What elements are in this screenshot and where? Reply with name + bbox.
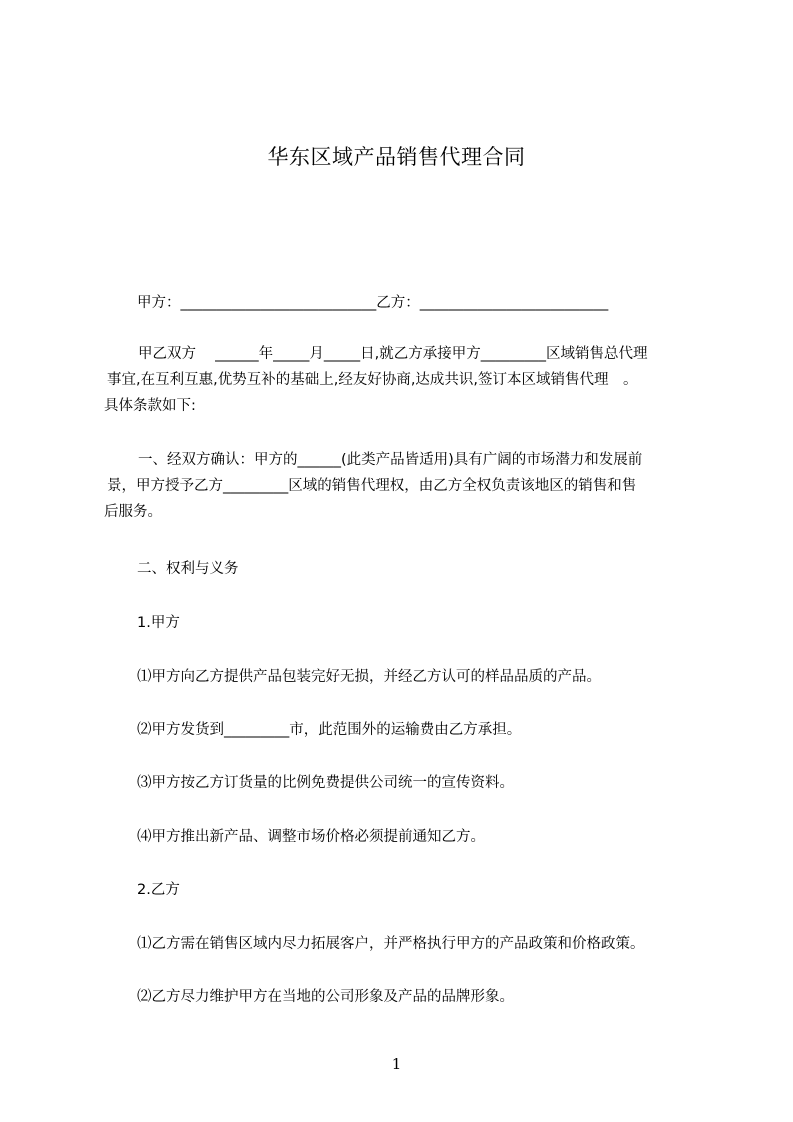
intro-line-2: 事宜,在互利互惠,优势互补的基础上,经友好协商,达成共识,签订本区域销售代理 。 — [107, 372, 638, 388]
parties-line: 甲方：___________________________乙方：__________________________ — [137, 295, 609, 311]
clause-1-line-1: 一、经双方确认：甲方的______(此类产品皆适用)具有广阔的市场潜力和发展前 — [138, 452, 643, 468]
clause-2-heading: 二、权利与义务 — [137, 561, 239, 577]
intro-line-3: 具体条款如下: — [104, 398, 196, 414]
party-b-heading: 2.乙方 — [137, 882, 180, 898]
page-number: 1 — [391, 1055, 402, 1073]
clause-1-paragraph — [104, 447, 704, 525]
clause-1-line-2: 景，甲方授予乙方_________区域的销售代理权，由乙方全权负责该地区的销售和售 — [107, 478, 637, 494]
clause-1-line-3: 后服务。 — [104, 504, 162, 520]
party-a-item: ⑶甲方按乙方订货量的比例免费提供公司统一的宣传资料。 — [137, 775, 514, 791]
party-a-item: ⑷甲方推出新产品、调整市场价格必须提前通知乙方。 — [137, 829, 485, 845]
document-title: 华东区域产品销售代理合同 — [267, 145, 526, 169]
party-b-item: ⑵乙方尽力维护甲方在当地的公司形象及产品的品牌形象。 — [137, 989, 514, 1005]
intro-paragraph — [104, 341, 704, 419]
party-a-item: ⑵甲方发货到_________市，此范围外的运输费由乙方承担。 — [137, 722, 522, 738]
intro-line-1: 甲乙双方 ______年_____月_____日,就乙方承接甲方_________区域销售总代理 — [138, 346, 648, 362]
party-b-item: ⑴乙方需在销售区域内尽力拓展客户，并严格执行甲方的产品政策和价格政策。 — [137, 936, 645, 952]
party-a-heading: 1.甲方 — [137, 615, 180, 631]
party-a-item: ⑴甲方向乙方提供产品包装完好无损，并经乙方认可的样品品质的产品。 — [137, 669, 601, 685]
